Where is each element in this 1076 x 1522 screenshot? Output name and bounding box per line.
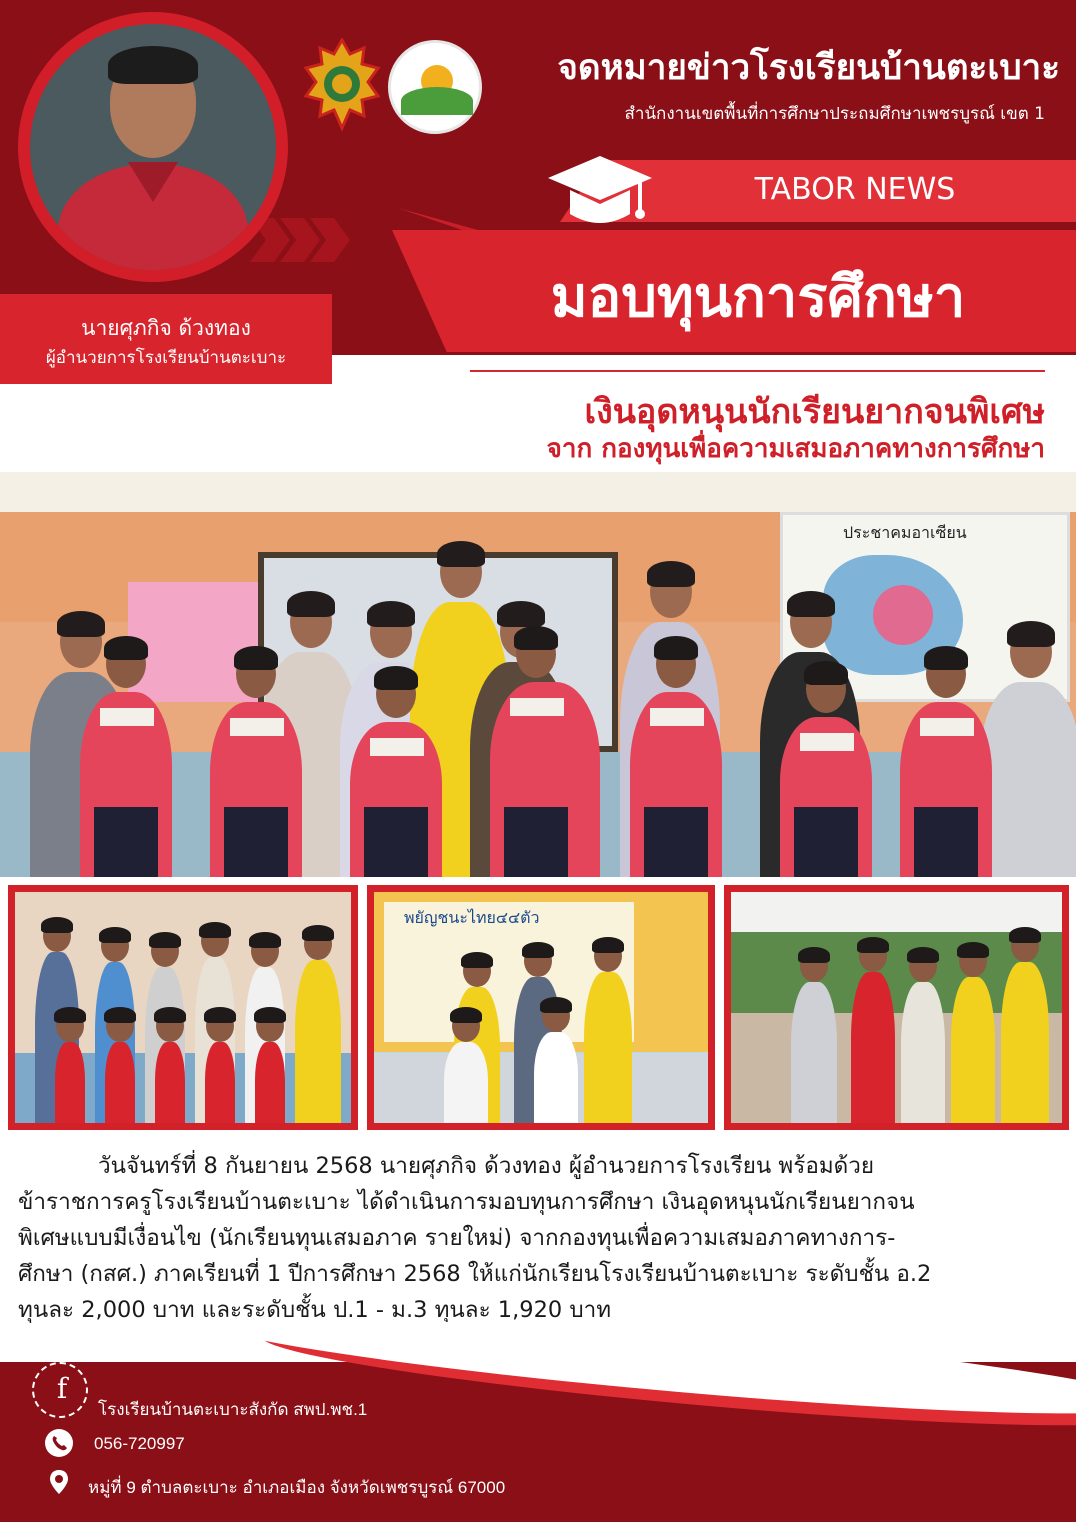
director-name-box bbox=[0, 294, 332, 384]
subheadline-1: เงินอุดหนุนนักเรียนยากจนพิเศษ bbox=[584, 392, 1045, 432]
divider bbox=[470, 370, 1045, 372]
body-line: วันจันทร์ที่ 8 กันยายน 2568 นายศุภกิจ ด้วงทอง ผู้อำนวยการโรงเรียน พร้อมด้วย bbox=[98, 1153, 875, 1179]
footer bbox=[0, 1322, 1076, 1522]
subheadline-2: จาก กองทุนเพื่อความเสมอภาคทางการศึกษา bbox=[546, 434, 1045, 464]
director-title: ผู้อำนวยการโรงเรียนบ้านตะเบาะ bbox=[45, 348, 287, 368]
news-body bbox=[18, 1148, 1058, 1328]
facebook-page[interactable]: โรงเรียนบ้านตะเบาะสังกัด สพป.พช.1 bbox=[98, 1400, 368, 1419]
phone-icon bbox=[44, 1428, 74, 1458]
photo-secondary bbox=[724, 885, 1069, 1130]
facebook-icon[interactable]: f bbox=[32, 1362, 88, 1418]
headline: มอบทุนการศึกษา bbox=[550, 265, 966, 330]
alphabet-banner: พยัญชนะไทย๔๔ตัว bbox=[404, 908, 540, 927]
newsletter-subtitle: สำนักงานเขตพื้นที่การศึกษาประถมศึกษาเพชรบูรณ์ เขต 1 bbox=[624, 104, 1045, 124]
map-title: ประชาคมอาเซียน bbox=[843, 523, 967, 542]
news-label: TABOR NEWS bbox=[754, 172, 956, 207]
phone-number[interactable]: 056-720997 bbox=[94, 1434, 185, 1453]
photo-primary bbox=[367, 885, 715, 1130]
body-line: พิเศษแบบมีเงื่อนไข (นักเรียนทุนเสมอภาค รายใหม่) จากกองทุนเพื่อความเสมอภาคทางการ- bbox=[18, 1225, 896, 1251]
body-line: ศึกษา (กสศ.) ภาคเรียนที่ 1 ปีการศึกษา 2568 ให้แก่นักเรียนโรงเรียนบ้านตะเบาะ ระดับชั้น อ.2 bbox=[18, 1261, 932, 1287]
main-photo bbox=[0, 472, 1076, 877]
photo-kindergarten bbox=[8, 885, 358, 1130]
director-name: นายศุภกิจ ด้วงทอง bbox=[81, 316, 251, 340]
address: หมู่ที่ 9 ตำบลตะเบาะ อำเภอเมือง จังหวัดเพชรบูรณ์ 67000 bbox=[88, 1478, 506, 1497]
chevron-decoration bbox=[250, 218, 380, 262]
body-line: ทุนละ 2,000 บาท และระดับชั้น ป.1 - ม.3 ทุนละ 1,920 บาท bbox=[18, 1297, 612, 1323]
school-logo bbox=[388, 40, 482, 134]
body-line: ข้าราชการครูโรงเรียนบ้านตะเบาะ ได้ดำเนินการมอบทุนการศึกษา เงินอุดหนุนนักเรียนยากจน bbox=[18, 1189, 915, 1215]
director-portrait bbox=[30, 24, 276, 270]
location-pin-icon bbox=[44, 1468, 74, 1498]
newsletter-title: จดหมายข่าวโรงเรียนบ้านตะเบาะ bbox=[557, 48, 1060, 88]
obec-logo bbox=[302, 38, 382, 134]
graduation-cap-icon bbox=[540, 148, 660, 238]
